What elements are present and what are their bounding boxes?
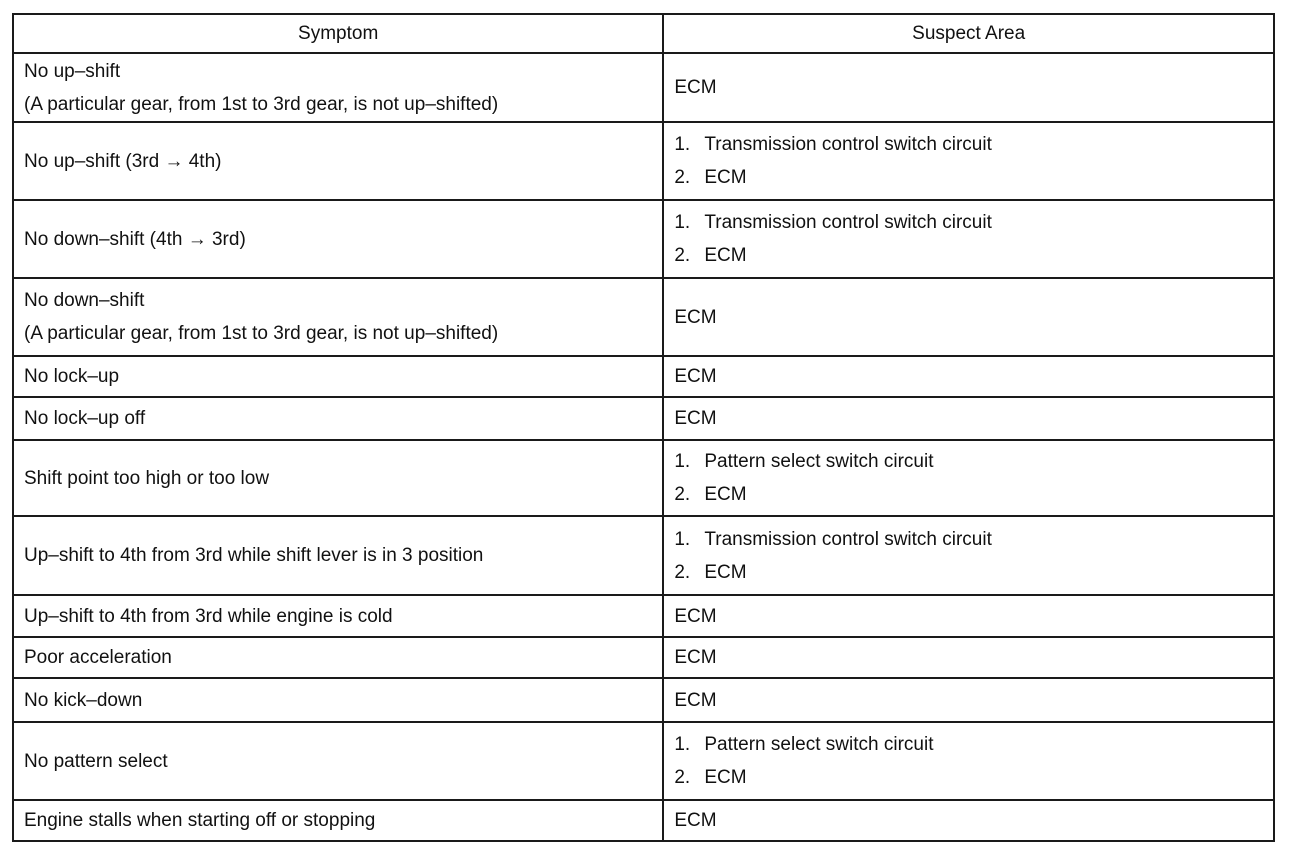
suspect-item-text: ECM — [704, 484, 747, 505]
suspect-item-text: ECM — [674, 306, 717, 328]
table-row — [13, 53, 1274, 122]
suspect-item — [674, 206, 1263, 239]
symptom-cell — [13, 122, 663, 200]
suspect-item-number: 1. — [674, 451, 691, 472]
symptom-text: No down–shift (4th → 3rd) — [24, 228, 246, 250]
suspect-item-text: ECM — [674, 605, 717, 627]
symptom-cell — [13, 678, 663, 722]
suspect-item-number: 2. — [674, 767, 691, 788]
suspect-area-cell — [663, 200, 1274, 278]
table-row — [13, 440, 1274, 516]
suspect-item — [674, 684, 1263, 717]
suspect-item — [674, 761, 1263, 794]
suspect-item — [674, 728, 1263, 761]
suspect-area-cell — [663, 595, 1274, 637]
header-suspect-area: Suspect Area — [663, 14, 1274, 53]
suspect-item — [674, 402, 1263, 435]
suspect-item-text: ECM — [674, 689, 717, 711]
table-row — [13, 122, 1274, 200]
suspect-area-cell — [663, 278, 1274, 356]
suspect-area-cell — [663, 356, 1274, 397]
table-row — [13, 356, 1274, 397]
suspect-item-text: ECM — [704, 245, 747, 266]
symptom-text: No lock–up — [24, 366, 120, 387]
symptom-cell — [13, 722, 663, 800]
symptom-text: No lock–up off — [24, 408, 146, 429]
suspect-item-number: 2. — [674, 484, 691, 505]
symptom-cell — [13, 278, 663, 356]
symptom-cell — [13, 595, 663, 637]
suspect-item — [674, 641, 1263, 674]
table-row — [13, 278, 1274, 356]
suspect-area-cell — [663, 397, 1274, 440]
symptom-text: No down–shift — [24, 290, 145, 311]
suspect-area-cell — [663, 53, 1274, 122]
suspect-item-number: 1. — [674, 212, 691, 233]
suspect-item-text: ECM — [704, 767, 747, 788]
suspect-item-number: 2. — [674, 561, 691, 583]
symptom-text: Poor acceleration — [24, 647, 172, 668]
symptom-text: Up–shift to 4th from 3rd while engine is cold — [24, 605, 393, 627]
suspect-item-text: ECM — [674, 647, 717, 668]
suspect-item — [674, 360, 1263, 393]
suspect-item — [674, 804, 1263, 837]
suspect-item-number: 1. — [674, 528, 691, 550]
symptom-cell — [13, 800, 663, 841]
suspect-item — [674, 239, 1263, 272]
suspect-area-cell — [663, 722, 1274, 800]
table-row — [13, 678, 1274, 722]
suspect-item — [674, 523, 1263, 556]
suspect-item-text: Transmission control switch circuit — [704, 134, 992, 155]
suspect-item-text: ECM — [704, 167, 747, 188]
symptom-text: Up–shift to 4th from 3rd while shift lever is in 3 position — [24, 545, 484, 566]
header-row — [13, 14, 1274, 53]
suspect-item-number: 2. — [674, 167, 691, 188]
header-symptom: Symptom — [13, 14, 663, 53]
suspect-area-cell — [663, 122, 1274, 200]
suspect-item-text: Pattern select switch circuit — [704, 451, 934, 472]
suspect-item — [674, 556, 1263, 589]
symptom-cell — [13, 637, 663, 678]
suspect-item — [674, 128, 1263, 161]
suspect-item — [674, 478, 1263, 511]
table-row — [13, 200, 1274, 278]
suspect-item-number: 2. — [674, 245, 691, 266]
suspect-item-number: 1. — [674, 134, 691, 155]
suspect-item — [674, 71, 1263, 104]
troubleshooting-table — [12, 13, 1275, 842]
suspect-item — [674, 445, 1263, 478]
symptom-text: (A particular gear, from 1st to 3rd gear, is not up–shifted) — [24, 323, 499, 344]
table-row — [13, 800, 1274, 841]
symptom-cell — [13, 440, 663, 516]
table-row — [13, 397, 1274, 440]
symptom-text: No up–shift (3rd → 4th) — [24, 150, 222, 172]
suspect-item-text: ECM — [704, 561, 747, 583]
symptom-text: No pattern select — [24, 750, 168, 772]
symptom-cell — [13, 516, 663, 595]
suspect-item-text: ECM — [674, 408, 717, 429]
suspect-area-cell — [663, 678, 1274, 722]
symptom-text: (A particular gear, from 1st to 3rd gear, is not up–shifted) — [24, 93, 499, 115]
symptom-text: No kick–down — [24, 689, 143, 711]
symptom-cell — [13, 356, 663, 397]
suspect-area-cell — [663, 440, 1274, 516]
suspect-item-text: ECM — [674, 810, 717, 831]
suspect-item-text: ECM — [674, 77, 717, 98]
suspect-item-number: 1. — [674, 734, 691, 755]
symptom-cell — [13, 200, 663, 278]
suspect-item-text: Transmission control switch circuit — [704, 212, 992, 233]
table-row — [13, 722, 1274, 800]
table-body — [13, 53, 1274, 841]
suspect-area-cell — [663, 516, 1274, 595]
suspect-item-text: Transmission control switch circuit — [704, 528, 992, 550]
table-row — [13, 516, 1274, 595]
table-row — [13, 595, 1274, 637]
symptom-cell — [13, 397, 663, 440]
suspect-area-cell — [663, 637, 1274, 678]
symptom-text: Shift point too high or too low — [24, 467, 270, 489]
suspect-item — [674, 600, 1263, 633]
suspect-item — [674, 301, 1263, 334]
suspect-item-text: ECM — [674, 366, 717, 387]
suspect-area-cell — [663, 800, 1274, 841]
table-row — [13, 637, 1274, 678]
symptom-text: Engine stalls when starting off or stopping — [24, 810, 376, 831]
symptom-cell — [13, 53, 663, 122]
troubleshooting-table-container — [12, 13, 1275, 842]
suspect-item — [674, 161, 1263, 194]
symptom-text: No up–shift — [24, 60, 121, 82]
suspect-item-text: Pattern select switch circuit — [704, 734, 934, 755]
